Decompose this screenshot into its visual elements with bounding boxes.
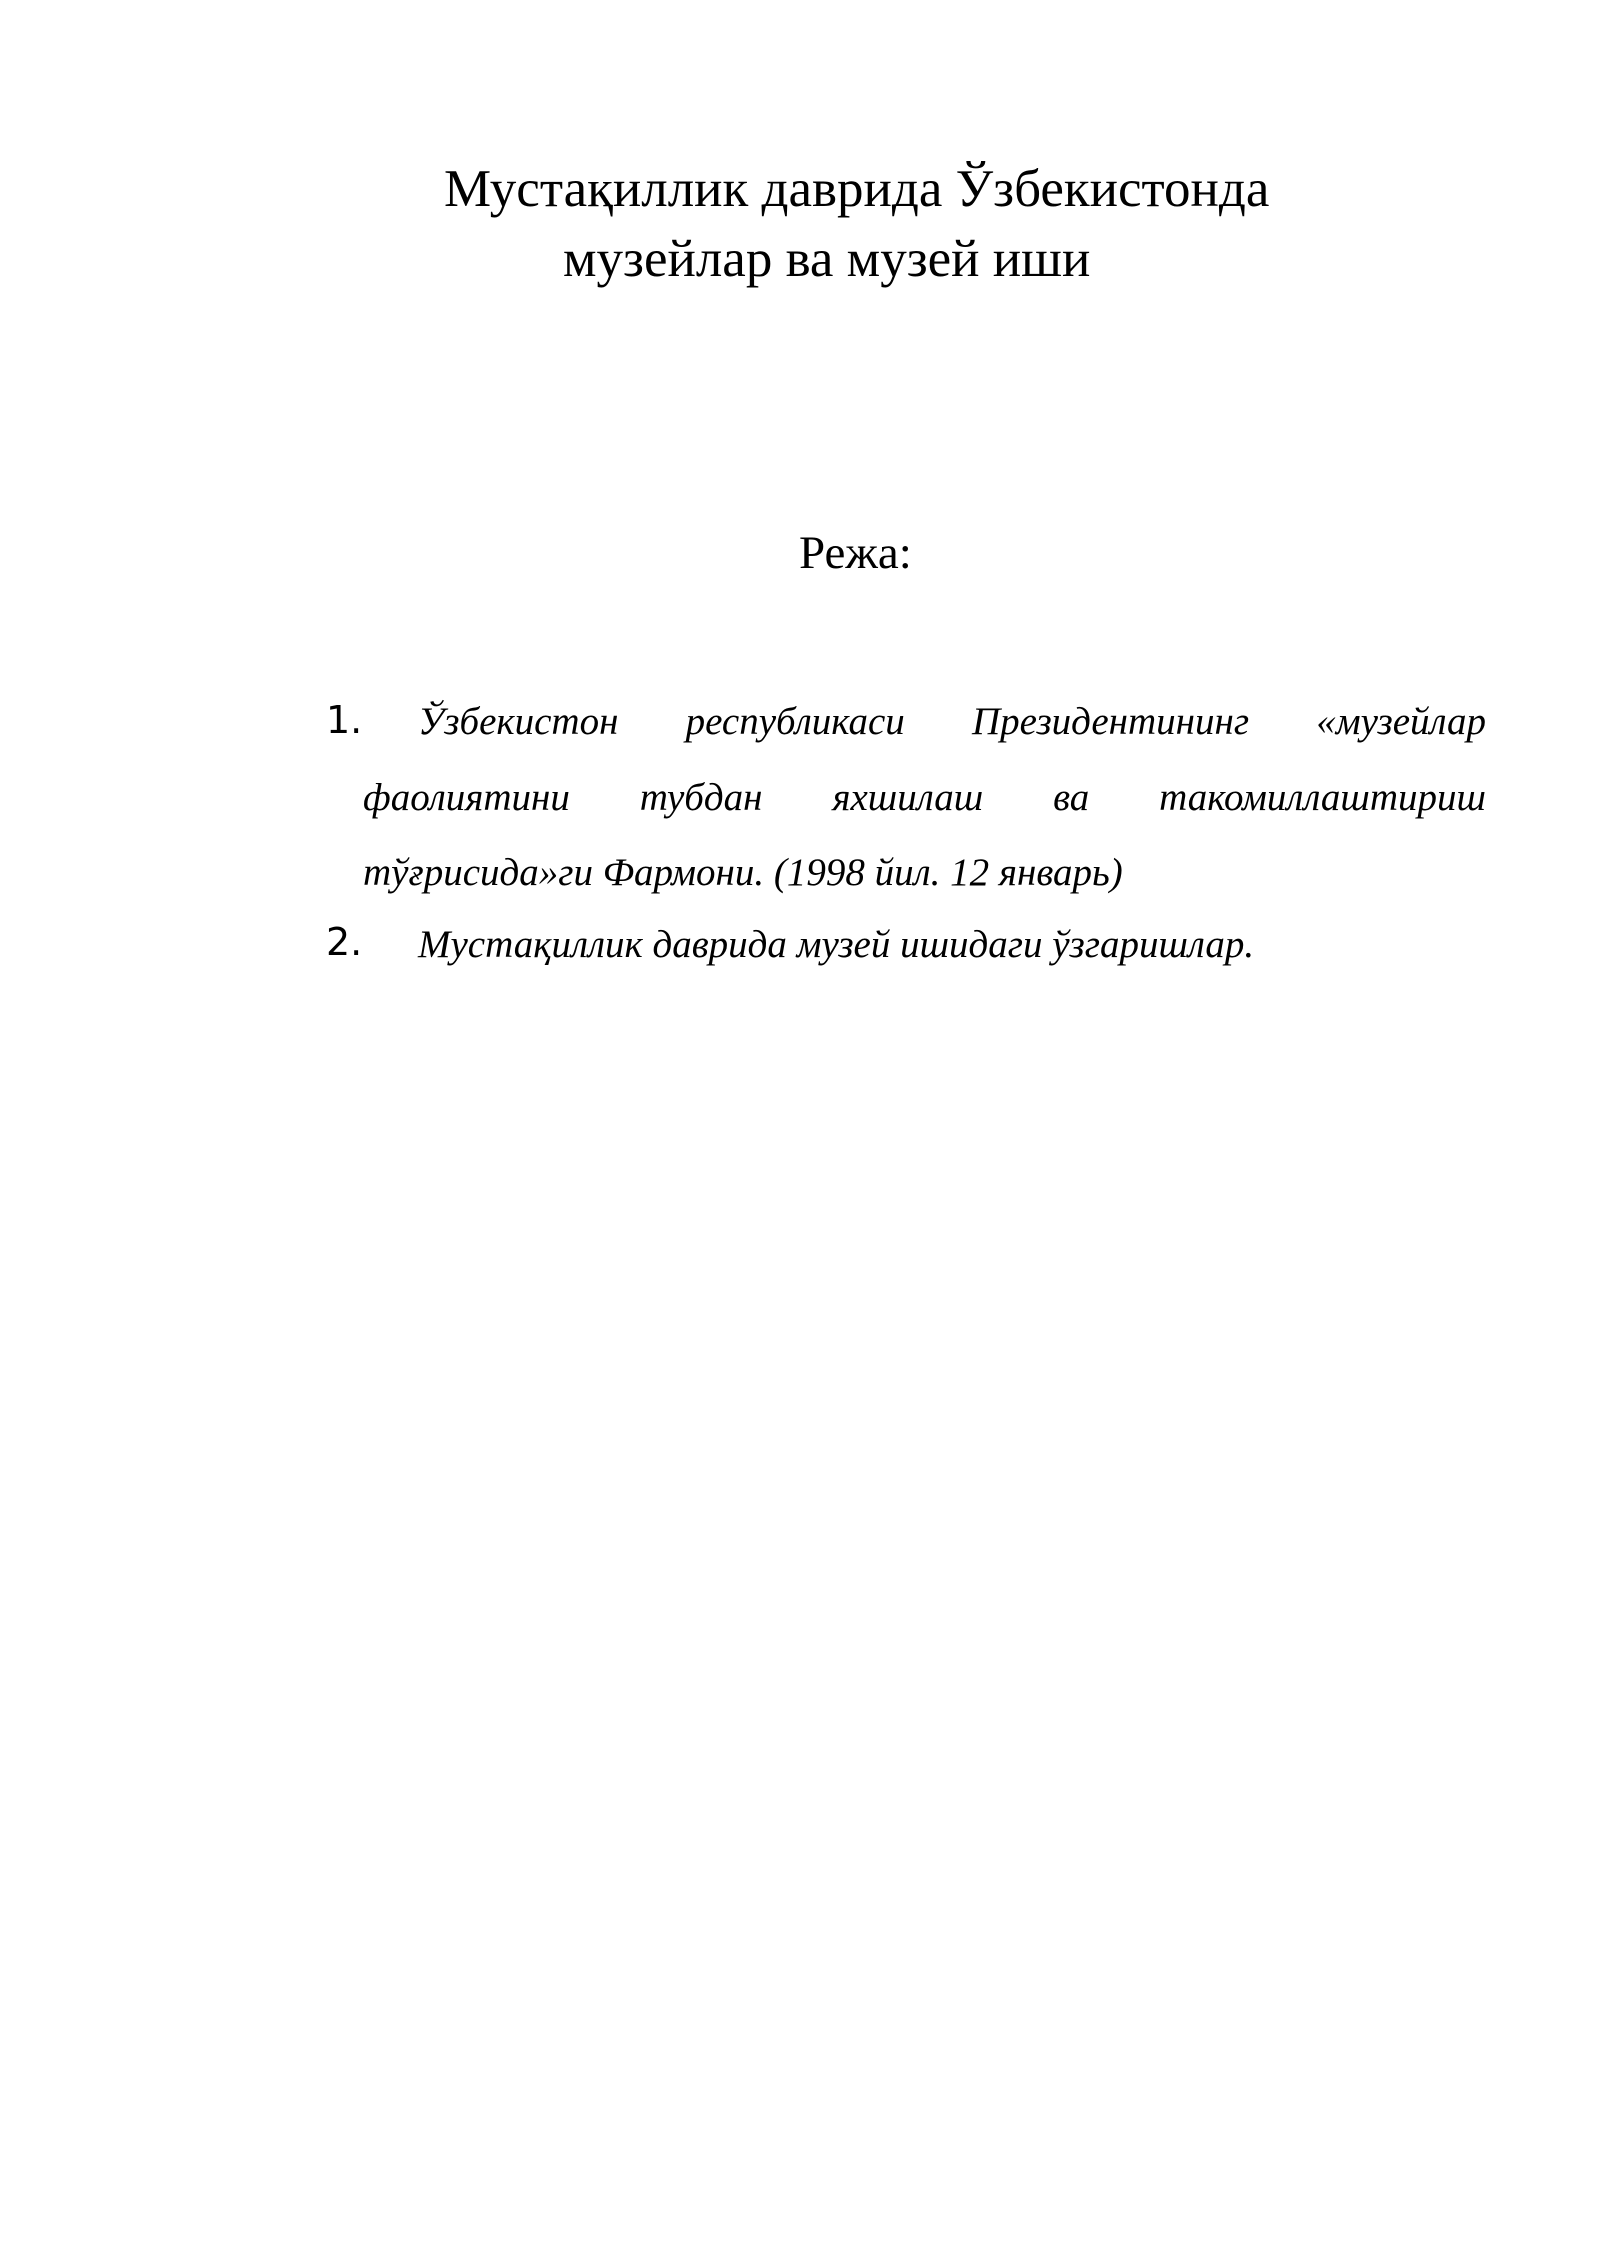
list-number: 1.	[326, 698, 363, 742]
list-number: 2.	[326, 920, 363, 964]
plan-heading: Режа:	[799, 527, 912, 579]
word: такомиллаштириш	[1159, 776, 1486, 819]
word: ва	[1053, 776, 1090, 819]
word: яхшилаш	[832, 776, 984, 819]
plan-item-1-line-1	[418, 702, 1486, 741]
plan-item-1-line-2	[363, 778, 1486, 817]
word: фаолиятини	[363, 776, 570, 819]
word: тубдан	[639, 776, 763, 819]
word: Ўзбекистон	[418, 700, 619, 743]
document-title-line-1: Мустақиллик даврида Ўзбекистонда	[444, 160, 1270, 218]
plan-item-1-line-3: тўғрисида»ги Фармони. (1998 йил. 12 январь)	[363, 851, 1123, 894]
word: Президентининг	[971, 700, 1250, 743]
document-title-line-2: музейлар ва музей иши	[563, 230, 1091, 288]
word: «музейлар	[1316, 700, 1486, 743]
plan-item-2-text: Мустақиллик даврида музей ишидаги ўзгаришлар.	[418, 923, 1255, 966]
word: республикаси	[685, 700, 905, 743]
